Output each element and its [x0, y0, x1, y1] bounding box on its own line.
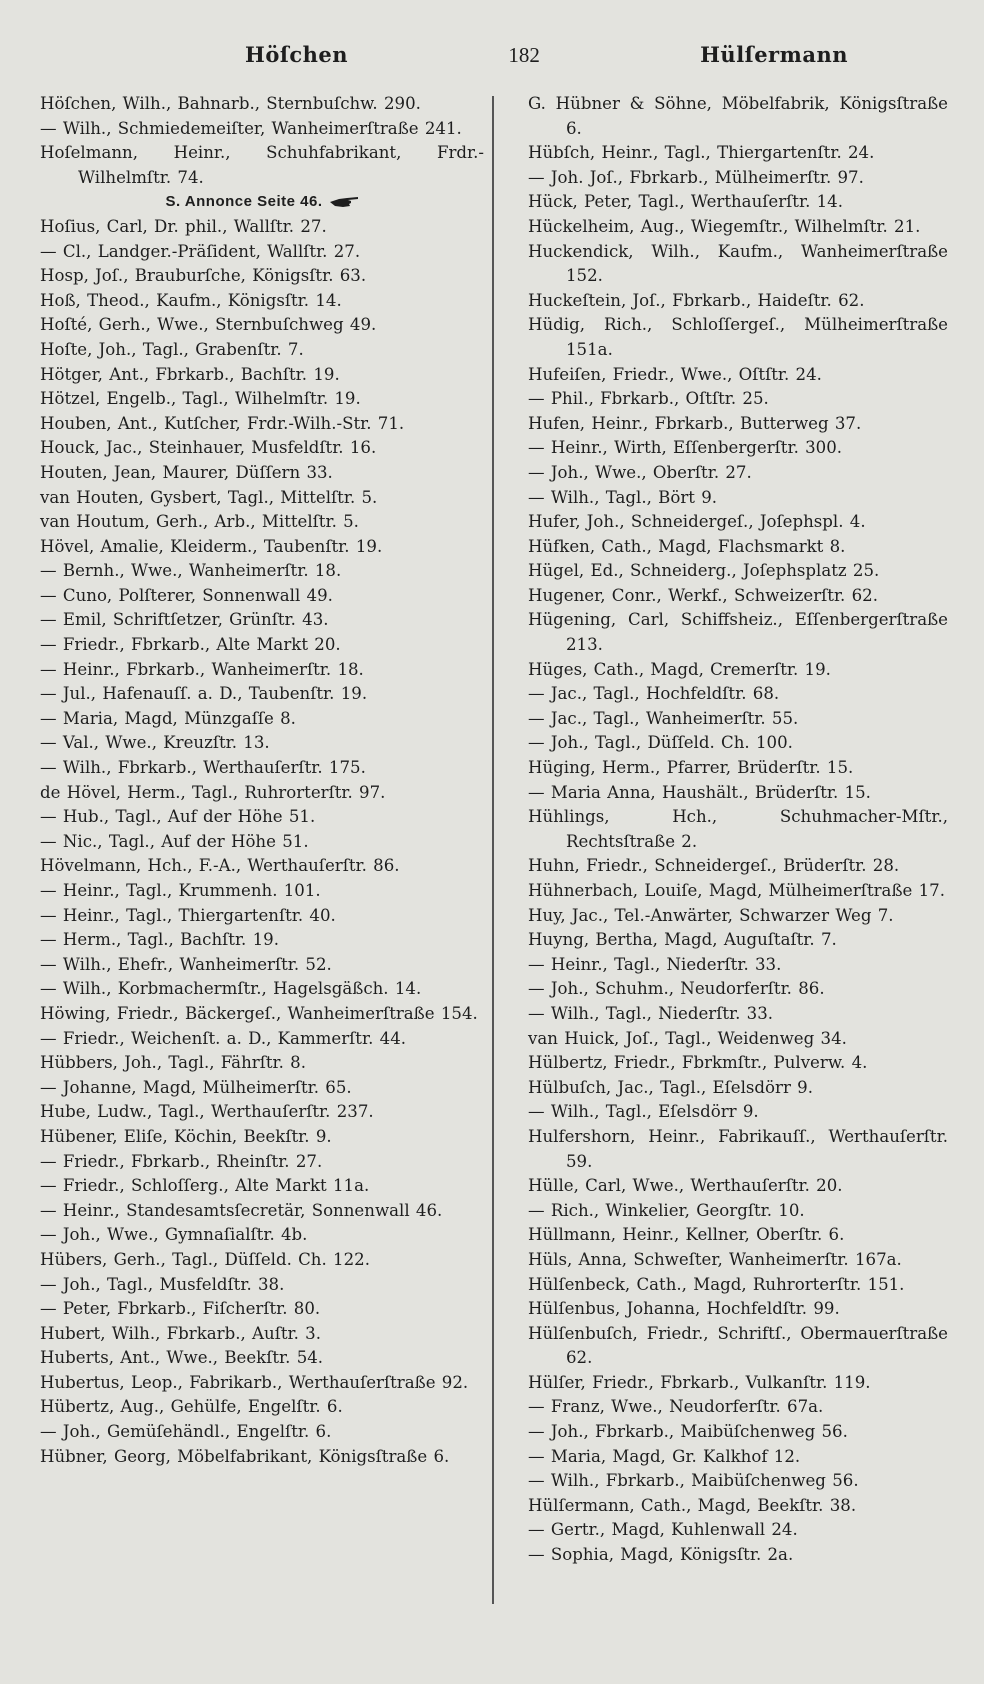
- directory-entry: Hötger, Ant., Fbrkarb., Bachſtr. 19.: [40, 364, 340, 384]
- directory-entry: Hühnerbach, Louiſe, Magd, Mülheimerſtraße 17.: [528, 881, 946, 900]
- directory-entry: Hügel, Ed., Schneiderg., Joſephsplatz 25.: [528, 561, 880, 581]
- directory-entry: Hübers, Gerh., Tagl., Düſſeld. Ch. 122.: [40, 1249, 370, 1269]
- directory-entry: Hoſius, Carl, Dr. phil., Wallſtr. 27.: [40, 216, 327, 236]
- directory-entry: Hötzel, Engelb., Tagl., Wilhelmſtr. 19.: [40, 389, 361, 409]
- annonce-note: [40, 190, 484, 215]
- directory-entry: Hubert, Wilh., Fbrkarb., Auſtr. 3.: [40, 1323, 322, 1343]
- directory-entry: Höſchen, Wilh., Bahnarb., Sternbuſchw. 290.: [40, 94, 421, 113]
- directory-entry: — Sophia, Magd, Königsſtr. 2a.: [528, 1545, 794, 1565]
- directory-entry: — Rich., Winkelier, Georgſtr. 10.: [528, 1200, 805, 1220]
- columns: [40, 92, 948, 1568]
- directory-entry: — Jac., Tagl., Hochfeldſtr. 68.: [528, 684, 780, 704]
- directory-entry: Hövel, Amalie, Kleiderm., Taubenſtr. 19.: [40, 536, 383, 556]
- directory-entry: Hüges, Cath., Magd, Cremerſtr. 19.: [528, 659, 831, 679]
- header-right-headword: Hülſermann: [700, 42, 848, 67]
- directory-entry: — Joh., Tagl., Düſſeld. Ch. 100.: [528, 733, 793, 753]
- directory-entry: — Peter, Fbrkarb., Fiſcherſtr. 80.: [40, 1299, 321, 1319]
- directory-entry: — Joh., Tagl., Musfeldſtr. 38.: [40, 1274, 285, 1294]
- directory-entry: van Houtum, Gerh., Arb., Mittelſtr. 5.: [40, 512, 359, 532]
- directory-entry: — Heinr., Tagl., Niederſtr. 33.: [528, 954, 782, 974]
- directory-entry: — Joh., Wwe., Oberſtr. 27.: [528, 462, 752, 482]
- directory-entry: Hufen, Heinr., Fbrkarb., Butterweg 37.: [528, 413, 862, 433]
- directory-entry: — Friedr., Schloſſerg., Alte Markt 11a.: [40, 1176, 370, 1196]
- directory-entry: Hubertus, Leop., Fabrikarb., Werthauſerſtraße 92.: [40, 1372, 469, 1392]
- directory-entry: — Hub., Tagl., Auf der Höhe 51.: [40, 807, 316, 827]
- directory-entry: Houten, Jean, Maurer, Düſſern 33.: [40, 462, 333, 482]
- directory-entry: Hufer, Joh., Schneidergeſ., Joſephspl. 4.: [528, 512, 866, 532]
- directory-entry: Hülſenbus, Johanna, Hochfeldſtr. 99.: [528, 1299, 840, 1319]
- directory-entry: — Heinr., Tagl., Krummenh. 101.: [40, 881, 321, 900]
- directory-entry: Hübſch, Heinr., Tagl., Thiergartenſtr. 24.: [528, 143, 875, 163]
- directory-entry: — Cuno, Polſterer, Sonnenwall 49.: [40, 585, 333, 605]
- directory-entry: Hülbertz, Friedr., Fbrkmſtr., Pulverw. 4.: [528, 1053, 868, 1073]
- directory-entry: — Wilh., Schmiedemeiſter, Wanheimerſtraße 241.: [40, 118, 462, 138]
- directory-entry: Hoß, Theod., Kaufm., Königsſtr. 14.: [40, 290, 342, 310]
- directory-entry: van Huick, Joſ., Tagl., Weidenweg 34.: [528, 1028, 847, 1048]
- directory-entry: — Joh. Joſ., Fbrkarb., Mülheimerſtr. 97.: [528, 167, 864, 187]
- directory-entry: — Heinr., Fbrkarb., Wanheimerſtr. 18.: [40, 659, 364, 679]
- directory-entry: Hulfershorn, Heinr., Fabrikauſſ., Werthauſerſtr. 59.: [528, 1126, 948, 1171]
- directory-entry: — Joh., Schuhm., Neudorferſtr. 86.: [528, 979, 825, 999]
- directory-entry: de Hövel, Herm., Tagl., Ruhrorterſtr. 97.: [40, 782, 386, 802]
- directory-entry: Hückelheim, Aug., Wiegemſtr., Wilhelmſtr. 21.: [528, 216, 921, 236]
- directory-entry: Hübener, Eliſe, Köchin, Beekſtr. 9.: [40, 1126, 332, 1146]
- directory-entry: — Jul., Hafenauſſ. a. D., Taubenſtr. 19.: [40, 684, 368, 704]
- pointing-hand-icon: [329, 196, 359, 208]
- right-column: [528, 92, 948, 1568]
- directory-entry: — Maria Anna, Haushält., Brüderſtr. 15.: [528, 782, 871, 802]
- left-column: [40, 92, 484, 1568]
- running-header: [40, 42, 948, 82]
- directory-entry: — Heinr., Wirth, Eſſenbergerſtr. 300.: [528, 438, 843, 458]
- directory-entry: Hülſenbeck, Cath., Magd, Ruhrorterſtr. 151.: [528, 1274, 905, 1294]
- directory-entry: Hülſenbuſch, Friedr., Schriftſ., Obermauerſtraße 62.: [528, 1323, 948, 1368]
- directory-entry: — Maria, Magd, Münzgaſſe 8.: [40, 708, 296, 728]
- directory-entry: Hufeiſen, Friedr., Wwe., Oſtſtr. 24.: [528, 364, 822, 384]
- directory-entry: — Joh., Gemüſehändl., Engelſtr. 6.: [40, 1422, 332, 1442]
- directory-entry: Hugener, Conr., Werkf., Schweizerſtr. 62.: [528, 585, 878, 605]
- directory-entry: — Joh., Fbrkarb., Maibüſchenweg 56.: [528, 1422, 848, 1442]
- directory-entry: Hübertz, Aug., Gehülfe, Engelſtr. 6.: [40, 1397, 343, 1417]
- directory-entry: — Cl., Landger.-Präſident, Wallſtr. 27.: [40, 241, 361, 261]
- column-divider: [492, 96, 494, 1604]
- directory-entry: — Heinr., Tagl., Thiergartenſtr. 40.: [40, 905, 336, 925]
- directory-entry: Hövelmann, Hch., F.-A., Werthauſerſtr. 86.: [40, 856, 400, 876]
- directory-entry: — Heinr., Standesamtsſecretär, Sonnenwall 46.: [40, 1200, 443, 1220]
- directory-entry: Houck, Jac., Steinhauer, Musfeldſtr. 16.: [40, 438, 377, 458]
- directory-entry: — Phil., Fbrkarb., Oſtſtr. 25.: [528, 389, 769, 409]
- directory-entry: — Friedr., Fbrkarb., Alte Markt 20.: [40, 635, 341, 655]
- header-left-headword: Höſchen: [245, 42, 349, 67]
- directory-entry: — Wilh., Tagl., Niederſtr. 33.: [528, 1003, 774, 1023]
- directory-entry: G. Hübner & Söhne, Möbelfabrik, Königsſtraße 6.: [528, 94, 948, 138]
- directory-entry: van Houten, Gysbert, Tagl., Mittelſtr. 5.: [40, 487, 378, 507]
- directory-entry: Hüllmann, Heinr., Kellner, Oberſtr. 6.: [528, 1225, 845, 1245]
- directory-entry: — Franz, Wwe., Neudorferſtr. 67a.: [528, 1397, 824, 1417]
- page-number: 182: [508, 43, 540, 67]
- directory-entry: — Johanne, Magd, Mülheimerſtr. 65.: [40, 1077, 352, 1097]
- directory-entry: Hoſelmann, Heinr., Schuhfabrikant, Frdr.-Wilhelmſtr. 74.: [40, 143, 484, 187]
- directory-entry: — Wilh., Korbmachermſtr., Hagelsgäßch. 14.: [40, 979, 422, 999]
- directory-entry: — Jac., Tagl., Wanheimerſtr. 55.: [528, 708, 799, 728]
- directory-entry: — Gertr., Magd, Kuhlenwall 24.: [528, 1520, 798, 1540]
- directory-entry: — Emil, Schriftſetzer, Grünſtr. 43.: [40, 610, 329, 630]
- directory-entry: Hüfken, Cath., Magd, Flachsmarkt 8.: [528, 536, 846, 556]
- directory-entry: — Wilh., Fbrkarb., Werthauſerſtr. 175.: [40, 758, 366, 778]
- directory-entry: Huckendick, Wilh., Kaufm., Wanheimerſtraße 152.: [528, 241, 948, 286]
- directory-entry: Hübner, Georg, Möbelfabrikant, Königsſtraße 6.: [40, 1446, 450, 1466]
- directory-entry: Huhn, Friedr., Schneidergeſ., Brüderſtr. 28.: [528, 856, 900, 876]
- directory-entry: — Herm., Tagl., Bachſtr. 19.: [40, 930, 280, 950]
- directory-entry: Hügening, Carl, Schiffsheiz., Eſſenbergerſtraße 213.: [528, 610, 948, 655]
- directory-entry: Hülſermann, Cath., Magd, Beekſtr. 38.: [528, 1495, 857, 1515]
- directory-entry: Hühlings, Hch., Schuhmacher-Mſtr., Rechtsſtraße 2.: [528, 807, 948, 851]
- annonce-text: S. Annonce Seite 46.: [165, 193, 323, 211]
- directory-entry: Hosp, Joſ., Brauburſche, Königsſtr. 63.: [40, 266, 367, 286]
- directory-entry: Hück, Peter, Tagl., Werthauſerſtr. 14.: [528, 192, 844, 212]
- directory-entry: Hoſté, Gerh., Wwe., Sternbuſchweg 49.: [40, 315, 377, 335]
- directory-entry: Houben, Ant., Kutſcher, Frdr.-Wilh.-Str. 71.: [40, 413, 405, 433]
- directory-entry: Huckeſtein, Joſ., Fbrkarb., Haideſtr. 62.: [528, 290, 865, 310]
- directory-entry: Hüdig, Rich., Schloſſergeſ., Mülheimerſtraße 151a.: [528, 315, 948, 359]
- directory-entry: Höwing, Friedr., Bäckergeſ., Wanheimerſtraße 154.: [40, 1003, 478, 1023]
- directory-entry: Hüging, Herm., Pfarrer, Brüderſtr. 15.: [528, 758, 854, 778]
- directory-entry: Hube, Ludw., Tagl., Werthauſerſtr. 237.: [40, 1102, 374, 1122]
- directory-entry: — Friedr., Fbrkarb., Rheinſtr. 27.: [40, 1151, 323, 1171]
- directory-entry: — Friedr., Weichenſt. a. D., Kammerſtr. 44.: [40, 1028, 407, 1048]
- directory-entry: — Wilh., Ehefr., Wanheimerſtr. 52.: [40, 954, 332, 974]
- directory-entry: Hülle, Carl, Wwe., Werthauſerſtr. 20.: [528, 1176, 843, 1196]
- directory-entry: — Nic., Tagl., Auf der Höhe 51.: [40, 831, 309, 851]
- directory-entry: Hüls, Anna, Schweſter, Wanheimerſtr. 167a.: [528, 1249, 902, 1269]
- directory-entry: Hoſte, Joh., Tagl., Grabenſtr. 7.: [40, 339, 304, 359]
- directory-entry: Huyng, Bertha, Magd, Auguſtaſtr. 7.: [528, 930, 837, 950]
- directory-entry: — Val., Wwe., Kreuzſtr. 13.: [40, 733, 270, 753]
- directory-entry: Huberts, Ant., Wwe., Beekſtr. 54.: [40, 1348, 324, 1368]
- directory-entry: Hübbers, Joh., Tagl., Fährſtr. 8.: [40, 1053, 306, 1073]
- directory-entry: — Wilh., Tagl., Bört 9.: [528, 487, 718, 507]
- directory-entry: — Wilh., Tagl., Eſelsdörr 9.: [528, 1102, 759, 1122]
- directory-entry: — Bernh., Wwe., Wanheimerſtr. 18.: [40, 561, 342, 581]
- directory-entry: Huy, Jac., Tel.-Anwärter, Schwarzer Weg 7.: [528, 905, 894, 925]
- directory-entry: Hülſer, Friedr., Fbrkarb., Vulkanſtr. 119.: [528, 1372, 871, 1392]
- directory-entry: Hülbuſch, Jac., Tagl., Eſelsdörr 9.: [528, 1077, 814, 1097]
- directory-entry: — Maria, Magd, Gr. Kalkhof 12.: [528, 1446, 801, 1466]
- directory-entry: — Joh., Wwe., Gymnaſialſtr. 4b.: [40, 1225, 308, 1245]
- directory-entry: — Wilh., Fbrkarb., Maibüſchenweg 56.: [528, 1471, 859, 1491]
